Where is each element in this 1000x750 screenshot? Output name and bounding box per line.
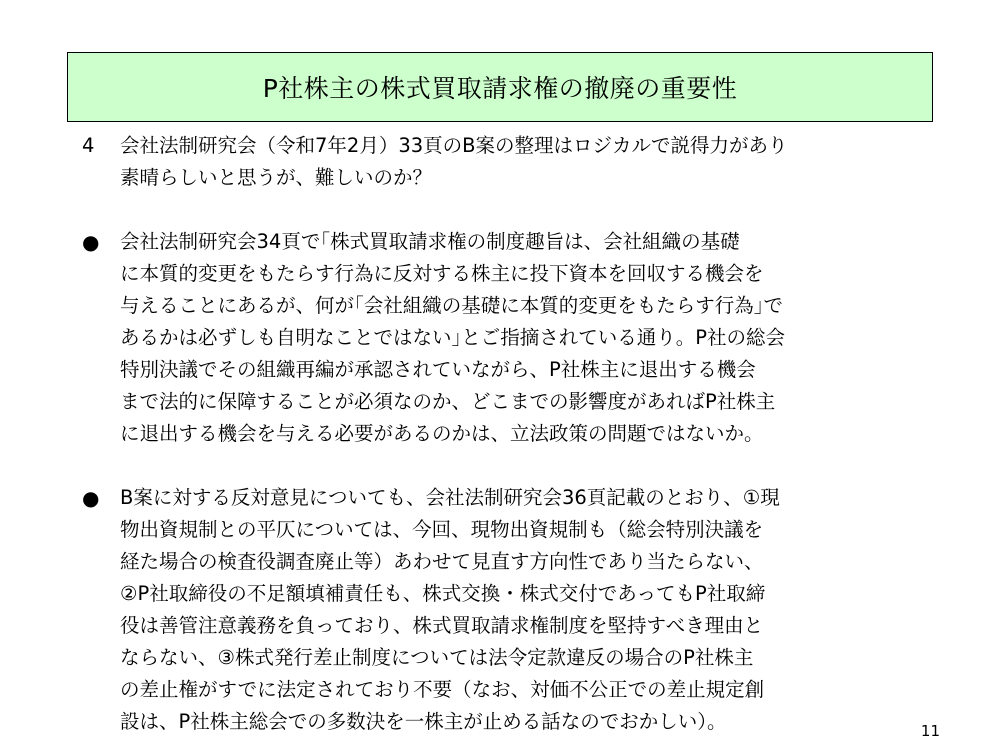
section-number: 4 (82, 134, 95, 157)
page-number: 11 (920, 722, 940, 740)
section-heading (82, 130, 942, 194)
bullet-line: まで法的に保障することが必須なのか、どこまでの影響度があればP社株主 (120, 390, 776, 413)
section-line: 素晴らしいと思うが、難しいのか？ (120, 166, 433, 189)
bullet-item-2 (82, 482, 942, 738)
bullet-line: ②P社取締役の不足額填補責任も、株式交換・株式交付であってもP社取締 (120, 582, 766, 605)
bullet-line: ならない、③株式発行差止制度については法令定款違反の場合のP社株主 (120, 646, 754, 669)
bullet-line: 物出資規制との平仄については、今回、現物出資規制も（総会特別決議を (120, 518, 764, 541)
bullet-line: に退出する機会を与える必要があるのかは、立法政策の問題ではないか。 (120, 422, 764, 445)
bullet-line: に本質的変更をもたらす行為に反対する株主に投下資本を回収する機会を (120, 262, 764, 285)
bullet-item-1 (82, 226, 942, 450)
bullet-line: 会社法制研究会34頁で｢株式買取請求権の制度趣旨は、会社組織の基礎 (120, 230, 740, 253)
bullet-line: 与えることにあるが、何が｢会社組織の基礎に本質的変更をもたらす行為｣で (120, 294, 784, 317)
spacer (82, 450, 942, 482)
bullet-line: あるかは必ずしも自明なことではない｣とご指摘されている通り。P社の総会 (120, 326, 786, 349)
bullet-text (120, 482, 942, 738)
bullet-icon: ● (82, 486, 100, 510)
bullet-line: 役は善管注意義務を負っており、株式買取請求権制度を堅持すべき理由と (120, 614, 764, 637)
bullet-line: B案に対する反対意見についても、会社法制研究会36頁記載のとおり、①現 (120, 486, 780, 509)
section-text (120, 130, 942, 194)
spacer (82, 194, 942, 226)
bullet-line: 特別決議でその組織再編が承認されていながら、P社株主に退出する機会 (120, 358, 756, 381)
slide-title-box (67, 52, 933, 122)
bullet-line: の差止権がすでに法定されており不要（なお、対価不公正での差止規定創 (120, 678, 765, 701)
bullet-line: 経た場合の検査役調査廃止等）あわせて見直す方向性であり当たらない、 (120, 550, 764, 573)
bullet-text (120, 226, 942, 450)
section-line: 会社法制研究会（令和7年2月）33頁のB案の整理はロジカルで説得力があり (120, 134, 788, 157)
bullet-icon: ● (82, 230, 100, 254)
slide-body (82, 130, 942, 738)
bullet-line: 設は、P社株主総会での多数決を一株主が止める話なのでおかしい）。 (120, 710, 727, 733)
slide-title: P社株主の株式買取請求権の撤廃の重要性 (262, 74, 738, 103)
